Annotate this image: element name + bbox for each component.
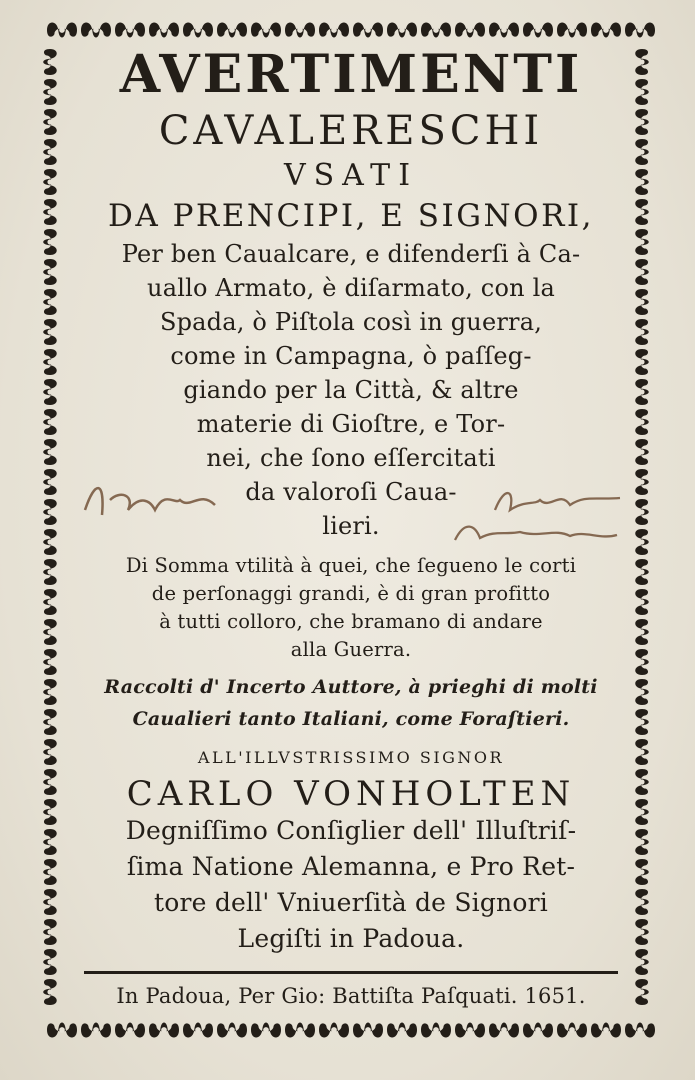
border-ornament	[635, 169, 649, 195]
border-ornament	[635, 829, 649, 855]
border-ornament	[43, 859, 57, 885]
border-ornament	[43, 709, 57, 735]
border-ornament	[635, 529, 649, 555]
border-ornament	[43, 79, 57, 105]
body-line: materie di Gioſtre, e Tor-	[196, 410, 506, 438]
border-ornament	[353, 1023, 383, 1038]
dedicatee-line: ſima Natione Alemanna, e Pro Ret-	[126, 852, 576, 881]
utility-line: Di Somma vtilità à quei, che ſegueno le corti	[125, 554, 577, 577]
border-ornament	[635, 649, 649, 675]
border-ornament	[635, 199, 649, 225]
main-title: AVERTIMENTI	[119, 44, 583, 105]
border-ornament	[43, 109, 57, 135]
border-ornament	[43, 559, 57, 585]
border-ornament	[43, 769, 57, 795]
border-ornament	[43, 499, 57, 525]
dedicatee-line: Degniſſimo Conſiglier dell' Illuſtriſ-	[125, 816, 577, 845]
border-ornament	[43, 259, 57, 285]
border-ornament	[251, 23, 281, 38]
border-ornament	[43, 469, 57, 495]
border-ornament	[43, 319, 57, 345]
border-ornament	[387, 23, 417, 38]
body-line: nei, che ſono eſſercitati	[206, 444, 496, 472]
handwritten-annotation-right	[445, 480, 625, 555]
border-ornament	[635, 79, 649, 105]
border-ornament	[523, 1023, 553, 1038]
handwritten-annotation-left	[80, 470, 220, 530]
border-ornament	[285, 23, 315, 38]
border-ornament	[557, 1023, 587, 1038]
border-ornament	[115, 1023, 145, 1038]
border-ornament	[149, 23, 179, 38]
border-ornament	[43, 589, 57, 615]
border-ornament	[635, 889, 649, 915]
border-ornament	[43, 439, 57, 465]
border-ornament	[635, 469, 649, 495]
border-ornament	[43, 289, 57, 315]
border-ornament	[43, 979, 57, 1005]
border-ornament	[43, 229, 57, 255]
border-ornament	[43, 529, 57, 555]
border-ornament	[251, 1023, 281, 1038]
border-ornament	[217, 23, 247, 38]
border-ornament	[591, 23, 621, 38]
border-ornament	[635, 769, 649, 795]
border-ornament	[635, 979, 649, 1005]
body-line: giando per la Città, & altre	[183, 376, 519, 404]
body-line: uallo Armato, è diſarmato, con la	[147, 274, 555, 302]
border-ornament	[635, 409, 649, 435]
border-ornament	[43, 829, 57, 855]
border-ornament	[635, 229, 649, 255]
border-ornament	[43, 949, 57, 975]
border-ornament	[635, 139, 649, 165]
border-ornament	[455, 23, 485, 38]
italic-line: Raccolti d' Incerto Auttore, à prieghi di molti	[104, 676, 598, 698]
border-ornament	[635, 259, 649, 285]
border-ornament	[43, 649, 57, 675]
subtitle-cavalereschi: CAVALERESCHI	[158, 108, 544, 154]
dedicatee-name: CARLO VONHOLTEN	[126, 774, 576, 814]
border-ornament	[47, 23, 77, 38]
border-ornament	[183, 23, 213, 38]
border-ornament	[43, 679, 57, 705]
body-line: lieri.	[322, 512, 380, 540]
border-ornament	[625, 23, 655, 38]
border-ornament	[319, 23, 349, 38]
border-ornament	[43, 199, 57, 225]
border-ornament	[43, 619, 57, 645]
border-ornament	[43, 169, 57, 195]
body-line: da valoroſi Caua-	[245, 478, 457, 506]
border-ornament	[217, 1023, 247, 1038]
dedication: ALL'ILLVSTRISSIMO SIGNOR	[197, 748, 505, 767]
border-ornament	[43, 379, 57, 405]
border-ornament	[635, 499, 649, 525]
dedicatee-line: tore dell' Vniuerſità de Signori	[154, 888, 548, 917]
border-ornament	[635, 619, 649, 645]
border-ornament	[635, 349, 649, 375]
border-ornament	[47, 1023, 77, 1038]
body-line: Per ben Caualcare, e difenderſi à Ca-	[121, 240, 581, 268]
border-ornament	[43, 409, 57, 435]
border-ornament	[635, 859, 649, 885]
imprint: In Padoua, Per Gio: Battiſta Paſquati. 1651.	[116, 984, 586, 1008]
border-ornament	[635, 709, 649, 735]
border-ornament	[635, 49, 649, 75]
border-ornament	[455, 1023, 485, 1038]
border-ornament	[285, 1023, 315, 1038]
border-ornament	[81, 1023, 111, 1038]
utility-line: de perſonaggi grandi, è di gran profitto	[151, 582, 551, 605]
border-ornament	[557, 23, 587, 38]
border-ornament	[421, 1023, 451, 1038]
border-ornament	[635, 319, 649, 345]
subtitle-vsati: VSATI	[283, 158, 419, 193]
border-ornament	[421, 23, 451, 38]
border-ornament	[43, 739, 57, 765]
border-ornament	[353, 23, 383, 38]
border-ornament	[387, 1023, 417, 1038]
border-ornament	[115, 23, 145, 38]
border-ornament	[523, 23, 553, 38]
border-ornament	[635, 919, 649, 945]
imprint-rule-top	[84, 971, 618, 974]
border-ornament	[489, 1023, 519, 1038]
border-ornament	[81, 23, 111, 38]
border-ornament	[43, 139, 57, 165]
border-ornament	[635, 439, 649, 465]
utility-line: alla Guerra.	[290, 638, 412, 661]
dedicatee-line: Legiſti in Padoua.	[237, 924, 465, 953]
border-ornament	[43, 349, 57, 375]
subtitle-da-prencipi: DA PRENCIPI, E SIGNORI,	[107, 198, 595, 234]
border-ornament	[43, 799, 57, 825]
border-ornament	[319, 1023, 349, 1038]
italic-line: Caualieri tanto Italiani, come Foraſtieri.	[132, 708, 570, 730]
border-ornament	[635, 949, 649, 975]
border-ornament	[149, 1023, 179, 1038]
border-ornament	[591, 1023, 621, 1038]
border-ornament	[635, 109, 649, 135]
border-ornament	[625, 1023, 655, 1038]
border-ornament	[43, 49, 57, 75]
border-ornament	[635, 679, 649, 705]
border-ornament	[43, 919, 57, 945]
body-line: come in Campagna, ò paſſeg-	[170, 342, 532, 370]
border-ornament	[635, 559, 649, 585]
border-ornament	[635, 799, 649, 825]
border-ornament	[43, 889, 57, 915]
border-ornament	[635, 379, 649, 405]
border-ornament	[635, 739, 649, 765]
border-ornament	[183, 1023, 213, 1038]
border-ornament	[489, 23, 519, 38]
border-ornament	[635, 589, 649, 615]
utility-line: à tutti colloro, che bramano di andare	[159, 610, 543, 633]
body-line: Spada, ò Piſtola così in guerra,	[159, 308, 543, 336]
border-ornament	[635, 289, 649, 315]
